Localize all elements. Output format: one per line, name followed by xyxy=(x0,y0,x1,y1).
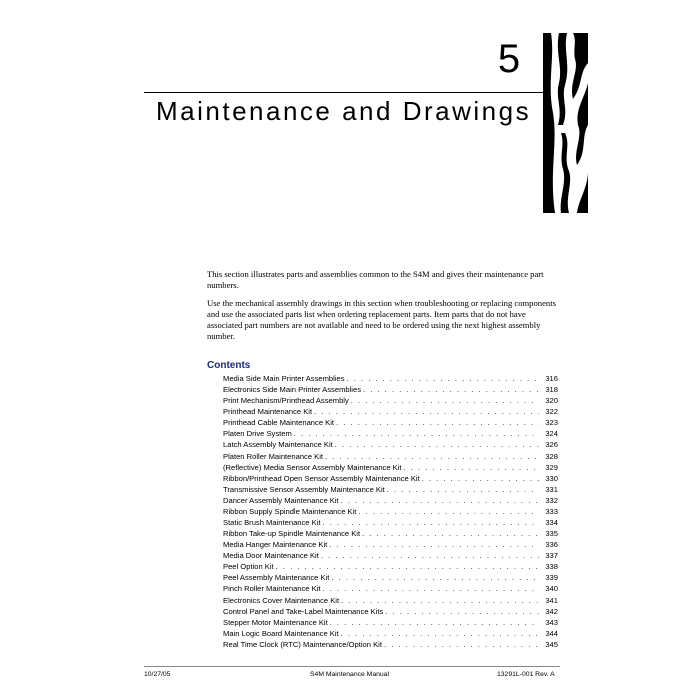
toc-entry[interactable] xyxy=(223,617,558,628)
toc-dot-leader xyxy=(341,495,539,506)
title-rule xyxy=(144,92,544,93)
toc-entry-label[interactable]: Peel Option Kit xyxy=(223,562,274,572)
toc-entry[interactable] xyxy=(223,484,558,495)
toc-entry[interactable] xyxy=(223,495,558,506)
footer-part-number: 13291L-001 Rev. A xyxy=(497,671,555,678)
toc-entry[interactable] xyxy=(223,428,558,439)
toc-dot-leader xyxy=(358,506,539,517)
toc-entry[interactable] xyxy=(223,539,558,550)
toc-dot-leader xyxy=(347,373,539,384)
toc-dot-leader xyxy=(294,428,539,439)
toc-entry[interactable] xyxy=(223,473,558,484)
toc-entry-label[interactable]: Main Logic Board Maintenance Kit xyxy=(223,628,339,638)
toc-entry-label[interactable]: Dancer Assembly Maintenance Kit xyxy=(223,495,339,505)
toc-dot-leader xyxy=(314,406,539,417)
toc-dot-leader xyxy=(341,628,539,639)
toc-dot-leader xyxy=(329,539,539,550)
toc-entry-label[interactable]: Static Brush Maintenance Kit xyxy=(223,518,321,528)
toc-entry[interactable] xyxy=(223,550,558,561)
toc-entry-label[interactable]: Transmissive Sensor Assembly Maintenance Kit xyxy=(223,484,385,494)
toc-dot-leader xyxy=(323,583,539,594)
toc-entry-label[interactable]: Latch Assembly Maintenance Kit xyxy=(223,440,333,450)
toc-dot-leader xyxy=(422,473,539,484)
toc-entry[interactable] xyxy=(223,639,558,650)
toc-entry-page[interactable]: 332 xyxy=(545,495,558,505)
toc-entry-page[interactable]: 340 xyxy=(545,584,558,594)
toc-entry-label[interactable]: Media Side Main Printer Assemblies xyxy=(223,374,345,383)
toc-dot-leader xyxy=(331,572,539,583)
toc-entry-label[interactable]: Media Hanger Maintenance Kit xyxy=(223,540,328,550)
toc-entry-label[interactable]: Platen Roller Maintenance Kit xyxy=(223,451,324,461)
toc-entry-page[interactable]: 345 xyxy=(545,639,558,649)
toc-dot-leader xyxy=(385,606,539,617)
toc-entry-page[interactable]: 336 xyxy=(545,540,558,550)
toc-dot-leader xyxy=(362,528,539,539)
toc-entry-page[interactable]: 337 xyxy=(545,551,558,561)
toc-entry-label[interactable]: Real Time Clock (RTC) Maintenance/Option Kit xyxy=(223,639,382,649)
toc-entry-label[interactable]: Print Mechanism/Printhead Assembly xyxy=(223,396,349,406)
toc-dot-leader xyxy=(363,384,539,395)
toc-dot-leader xyxy=(335,439,539,450)
toc-entry-label[interactable]: Ribbon/Printhead Open Sensor Assembly Maintenance Kit xyxy=(223,473,420,483)
toc-entry-label[interactable]: Platen Drive System xyxy=(223,429,292,439)
chapter-number: 5 xyxy=(497,37,521,81)
toc-entry-page[interactable]: 338 xyxy=(545,562,558,572)
toc-entry[interactable] xyxy=(223,595,558,606)
toc-entry[interactable] xyxy=(223,606,558,617)
toc-entry-label[interactable]: Control Panel and Take-Label Maintenance Kits xyxy=(223,606,384,616)
toc-dot-leader xyxy=(384,639,539,650)
toc-entry-page[interactable]: 335 xyxy=(545,529,558,539)
toc-dot-leader xyxy=(321,550,539,561)
toc-entry[interactable] xyxy=(223,561,558,572)
intro-paragraph-2: Use the mechanical assembly drawings in this section when troubleshooting or replacing components and use the associated parts list when ordering replacement parts. Item parts that do not have associated part numbers are not available and need to be ordered using the next highest assembly number. xyxy=(207,298,556,341)
toc-entry[interactable] xyxy=(223,572,558,583)
toc-entry-page[interactable]: 329 xyxy=(545,462,558,472)
toc-entry-page[interactable]: 339 xyxy=(545,573,558,583)
toc-dot-leader xyxy=(325,451,539,462)
toc-dot-leader xyxy=(276,561,539,572)
toc-entry[interactable] xyxy=(223,583,558,594)
contents-list xyxy=(223,373,558,650)
toc-entry-label[interactable]: Pinch Roller Maintenance Kit xyxy=(223,584,321,594)
toc-dot-leader xyxy=(336,417,539,428)
toc-dot-leader xyxy=(351,395,539,406)
toc-entry-page[interactable]: 316 xyxy=(545,374,558,383)
toc-entry[interactable] xyxy=(223,395,558,406)
toc-entry[interactable] xyxy=(223,451,558,462)
toc-entry-page[interactable]: 326 xyxy=(545,440,558,450)
toc-entry-page[interactable]: 333 xyxy=(545,506,558,516)
zebra-stripes-icon xyxy=(543,33,588,213)
toc-entry[interactable] xyxy=(223,528,558,539)
toc-entry-label[interactable]: Ribbon Supply Spindle Maintenance Kit xyxy=(223,506,357,516)
toc-entry-page[interactable]: 334 xyxy=(545,518,558,528)
toc-entry-label[interactable]: Electronics Cover Maintenance Kit xyxy=(223,595,340,605)
footer-date: 10/27/05 xyxy=(144,671,171,678)
toc-dot-leader xyxy=(323,517,539,528)
toc-dot-leader xyxy=(387,484,539,495)
toc-entry[interactable] xyxy=(223,628,558,639)
toc-entry-page[interactable]: 343 xyxy=(545,617,558,627)
chapter-title: Maintenance and Drawings xyxy=(156,96,532,126)
toc-entry-label[interactable]: Printhead Cable Maintenance Kit xyxy=(223,418,335,428)
toc-entry[interactable] xyxy=(223,439,558,450)
toc-dot-leader xyxy=(330,617,539,628)
toc-entry-label[interactable]: (Reflective) Media Sensor Assembly Maintenance Kit xyxy=(223,462,402,472)
toc-entry-page[interactable]: 331 xyxy=(545,484,558,494)
toc-entry[interactable] xyxy=(223,384,558,395)
toc-entry[interactable] xyxy=(223,462,558,473)
toc-entry-page[interactable]: 324 xyxy=(545,429,558,439)
intro-paragraph-1: This section illustrates parts and assemblies common to the S4M and gives their maintenance part numbers. xyxy=(207,269,544,290)
toc-entry-page[interactable]: 320 xyxy=(545,396,558,406)
toc-entry-label[interactable]: Printhead Maintenance Kit xyxy=(223,407,313,417)
toc-entry-label[interactable]: Stepper Motor Maintenance Kit xyxy=(223,617,328,627)
contents-heading: Contents xyxy=(207,360,251,371)
footer-rule xyxy=(144,666,560,667)
toc-entry-label[interactable]: Peel Assembly Maintenance Kit xyxy=(223,573,330,583)
toc-entry[interactable] xyxy=(223,406,558,417)
toc-entry-page[interactable]: 322 xyxy=(545,407,558,417)
toc-entry[interactable] xyxy=(223,506,558,517)
toc-entry-label[interactable]: Media Door Maintenance Kit xyxy=(223,551,319,561)
toc-entry-page[interactable]: 330 xyxy=(545,473,558,483)
toc-entry-page[interactable]: 323 xyxy=(545,418,558,428)
toc-dot-leader xyxy=(404,462,539,473)
toc-entry-label[interactable]: Ribbon Take-up Spindle Maintenance Kit xyxy=(223,529,361,539)
toc-dot-leader xyxy=(341,595,539,606)
toc-entry-page[interactable]: 318 xyxy=(545,385,558,395)
toc-entry[interactable] xyxy=(223,373,558,384)
toc-entry-page[interactable]: 328 xyxy=(545,451,558,461)
toc-entry-page[interactable]: 342 xyxy=(545,606,558,616)
toc-entry-page[interactable]: 341 xyxy=(545,595,558,605)
toc-entry-page[interactable]: 344 xyxy=(545,628,558,638)
footer-manual-title: S4M Maintenance Manual xyxy=(310,671,389,678)
toc-entry-label[interactable]: Electronics Side Main Printer Assemblies xyxy=(223,385,362,395)
toc-entry[interactable] xyxy=(223,417,558,428)
toc-entry[interactable] xyxy=(223,517,558,528)
